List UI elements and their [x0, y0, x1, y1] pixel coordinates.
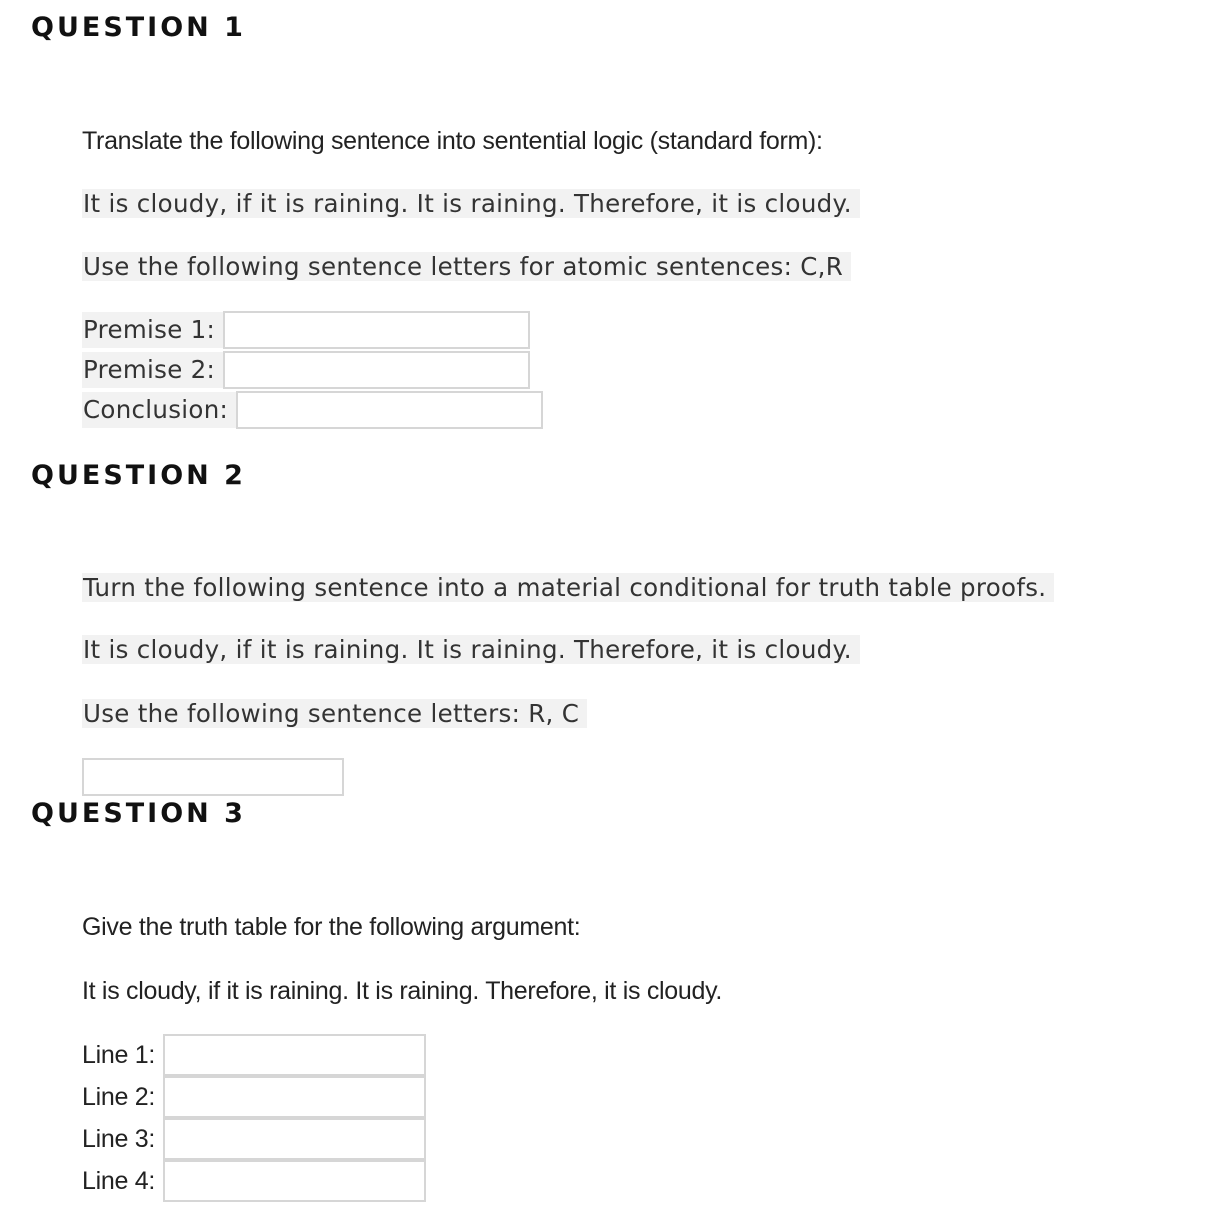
line-3-label: Line 3:: [82, 1125, 155, 1153]
premise-1-input[interactable]: [223, 311, 530, 349]
line-2-label: Line 2:: [82, 1083, 155, 1111]
question-2-instruction-wrap: [82, 571, 1054, 609]
question-1-letters-wrap: [82, 250, 851, 288]
question-1-argument-wrap: [82, 187, 860, 225]
premise-2-label: Premise 2:: [82, 352, 223, 388]
question-1-argument: It is cloudy, if it is raining. It is raining. Therefore, it is cloudy.: [82, 189, 860, 218]
conclusion-label: Conclusion:: [82, 392, 236, 428]
premise-2-row: [82, 351, 530, 389]
line-4-row: [82, 1160, 426, 1202]
premise-1-label: Premise 1:: [82, 312, 223, 348]
line-4-label: Line 4:: [82, 1167, 155, 1195]
conclusion-input[interactable]: [236, 391, 543, 429]
premise-2-input[interactable]: [223, 351, 530, 389]
conclusion-row: [82, 391, 543, 429]
line-3-input[interactable]: [163, 1118, 426, 1160]
question-2-letters: Use the following sentence letters: R, C: [82, 699, 587, 728]
line-1-label: Line 1:: [82, 1041, 155, 1069]
question-2-title: QUESTION 2: [31, 460, 246, 491]
line-4-input[interactable]: [163, 1160, 426, 1202]
line-2-input[interactable]: [163, 1076, 426, 1118]
question-3-argument: It is cloudy, if it is raining. It is raining. Therefore, it is cloudy.: [82, 977, 723, 1005]
question-2-argument: It is cloudy, if it is raining. It is raining. Therefore, it is cloudy.: [82, 635, 860, 664]
line-1-row: [82, 1034, 426, 1076]
question-2-answer-row: [82, 758, 344, 796]
question-1-instruction: Translate the following sentence into sentential logic (standard form):: [82, 127, 823, 155]
question-2-answer-input[interactable]: [82, 758, 344, 796]
question-3-instruction: Give the truth table for the following argument:: [82, 913, 581, 941]
question-1-letters: Use the following sentence letters for atomic sentences: C,R: [82, 252, 851, 281]
line-1-input[interactable]: [163, 1034, 426, 1076]
question-2-letters-wrap: [82, 697, 587, 735]
question-1-title: QUESTION 1: [31, 12, 246, 43]
line-3-row: [82, 1118, 426, 1160]
line-2-row: [82, 1076, 426, 1118]
question-3-title: QUESTION 3: [31, 798, 246, 829]
question-2-argument-wrap: [82, 633, 860, 671]
question-2-instruction: Turn the following sentence into a material conditional for truth table proofs.: [82, 573, 1054, 602]
premise-1-row: [82, 311, 530, 349]
